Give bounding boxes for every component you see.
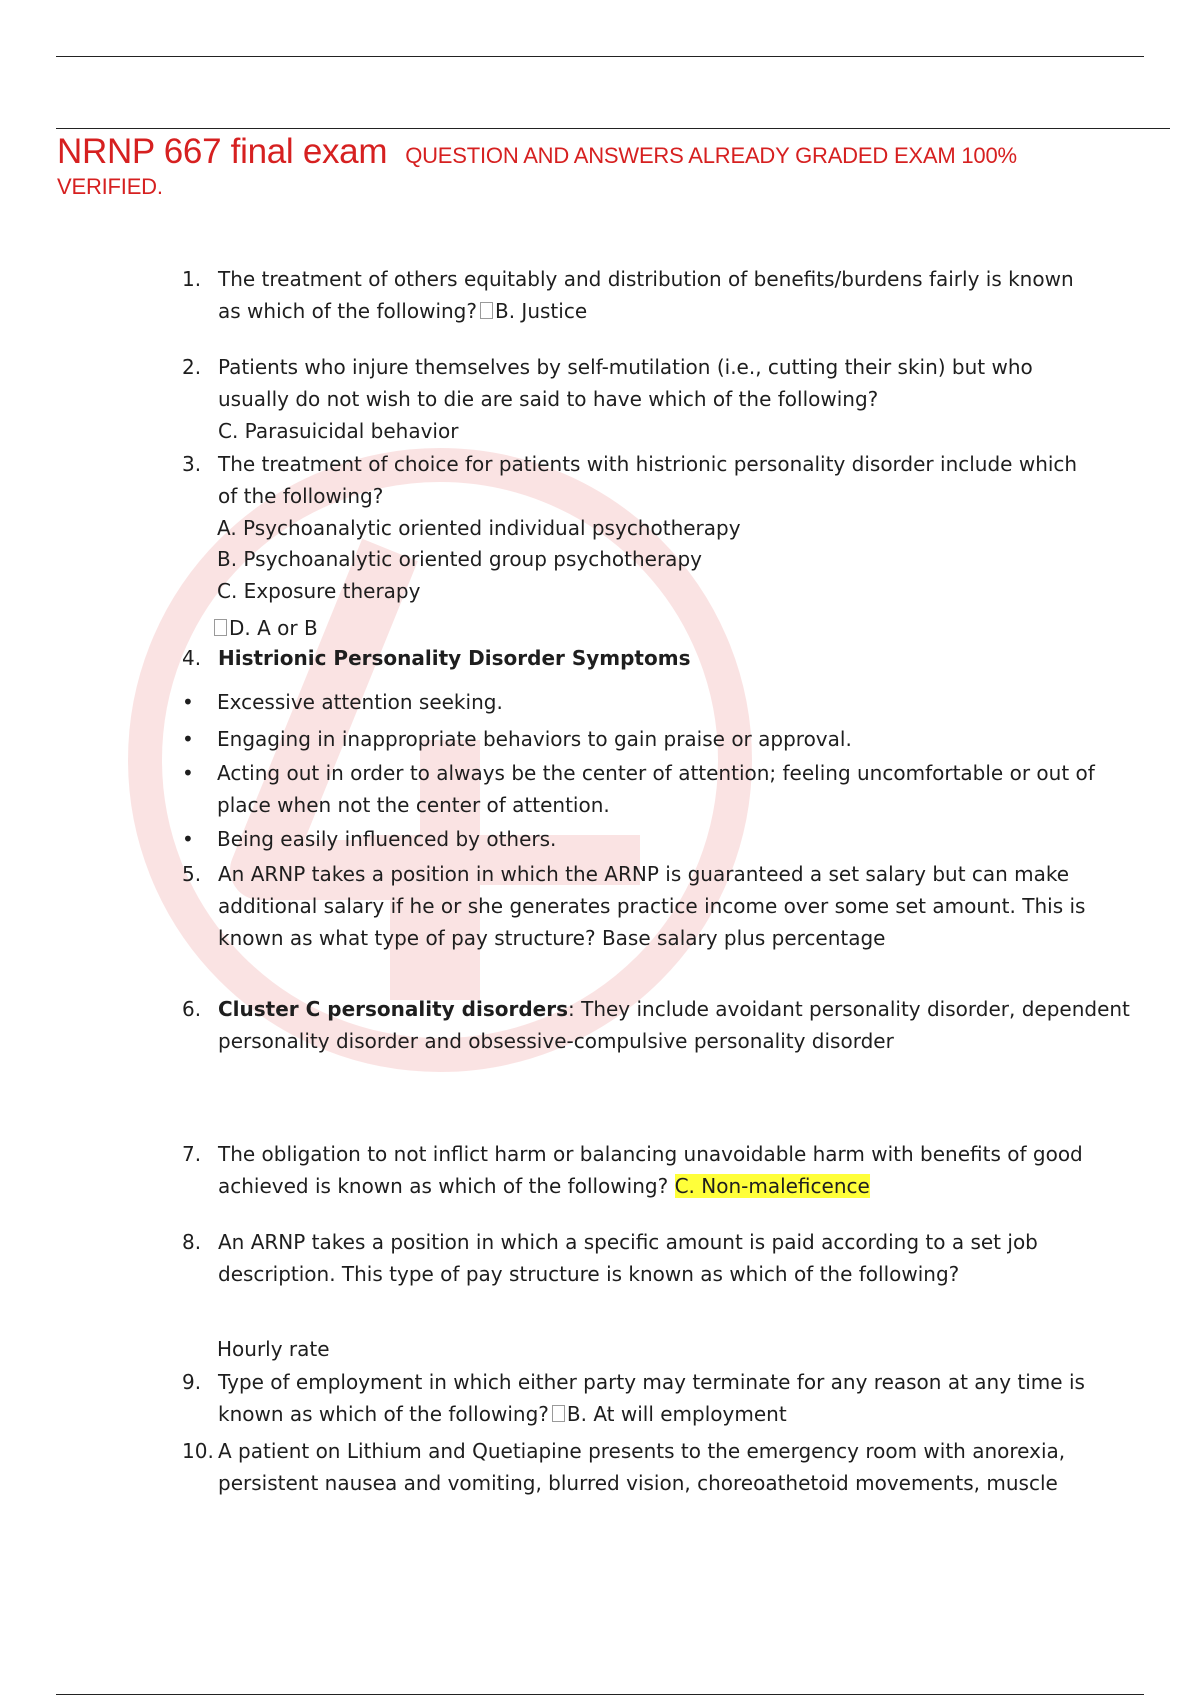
bullet-icon: • [182,827,194,851]
question-number: 8. [182,1230,202,1254]
bottom-rule [56,1694,1144,1695]
question-number: 6. [182,997,202,1021]
question-text: The treatment of choice for patients with histrionic personality disorder include which [218,452,1078,476]
question-number: 3. [182,452,202,476]
title-main: NRNP 667 final exam [57,132,388,171]
answer-text: Hourly rate [217,1337,330,1361]
question-text: An ARNP takes a position in which the ARNP is guaranteed a set salary but can make [218,862,1070,886]
option-c: C. Exposure therapy [217,579,421,603]
question-number: 2. [182,355,202,379]
question-text: of the following? [218,484,384,508]
question-text: achieved is known as which of the following? [218,1174,669,1198]
question-number: 4. [182,646,202,670]
question-number: 5. [182,862,202,886]
question-number: 1. [182,267,202,291]
question-text: additional salary if he or she generates practice income over some set amount. This is [218,894,1086,918]
box-glyph-icon [552,1405,565,1422]
question-text: persistent nausea and vomiting, blurred vision, choreoathetoid movements, muscle [218,1471,1058,1495]
term-label: Cluster C personality disorders [218,997,568,1021]
header-rule [56,128,1170,129]
bullet-text: Being easily influenced by others. [217,827,557,851]
question-text: The obligation to not inflict harm or balancing unavoidable harm with benefits of good [218,1142,1083,1166]
question-text: description. This type of pay structure is known as which of the following? [218,1262,960,1286]
question-text: The treatment of others equitably and distribution of benefits/burdens fairly is known [218,267,1074,291]
answer-text: D. A or B [229,616,318,640]
question-text: as which of the following? [218,299,477,323]
bullet-text: Engaging in inappropriate behaviors to gain praise or approval. [217,727,852,751]
answer-line [214,612,318,644]
section-heading: Histrionic Personality Disorder Symptoms [218,646,691,670]
question-number: 7. [182,1142,202,1166]
answer-text: B. Justice [495,299,588,323]
top-rule [56,56,1144,57]
box-glyph-icon [480,302,493,319]
question-text: : They include avoidant personality disorder, dependent [568,997,1130,1021]
question-text: personality disorder and obsessive-compulsive personality disorder [218,1029,894,1053]
bullet-icon: • [182,690,194,714]
title-subtitle: QUESTION AND ANSWERS ALREADY GRADED EXAM 100% [405,143,1017,168]
title-line2: VERIFIED. [57,174,163,199]
answer-text: C. Parasuicidal behavior [218,419,459,443]
highlighted-answer: C. Non-maleficence [674,1174,870,1198]
bullet-text: place when not the center of attention. [217,793,610,817]
question-text: Type of employment in which either party may terminate for any reason at any time is [218,1370,1085,1394]
option-b: B. Psychoanalytic oriented group psychotherapy [217,547,702,571]
box-glyph-icon [214,619,227,636]
question-text: usually do not wish to die are said to have which of the following? [218,387,879,411]
question-text: Patients who injure themselves by self-mutilation (i.e., cutting their skin) but who [218,355,1033,379]
question-text: known as what type of pay structure? Base salary plus percentage [218,926,886,950]
document-title [57,132,1157,200]
question-text: An ARNP takes a position in which a specific amount is paid according to a set job [218,1230,1038,1254]
bullet-text: Acting out in order to always be the center of attention; feeling uncomfortable or out of [217,761,1095,785]
question-number: 10. [182,1439,214,1463]
question-text: A patient on Lithium and Quetiapine presents to the emergency room with anorexia, [218,1439,1066,1463]
option-a: A. Psychoanalytic oriented individual psychotherapy [217,516,741,540]
question-text: known as which of the following? [218,1402,549,1426]
bullet-icon: • [182,727,194,751]
question-number: 9. [182,1370,202,1394]
bullet-icon: • [182,761,194,785]
answer-text: B. At will employment [566,1402,787,1426]
bullet-text: Excessive attention seeking. [217,690,503,714]
